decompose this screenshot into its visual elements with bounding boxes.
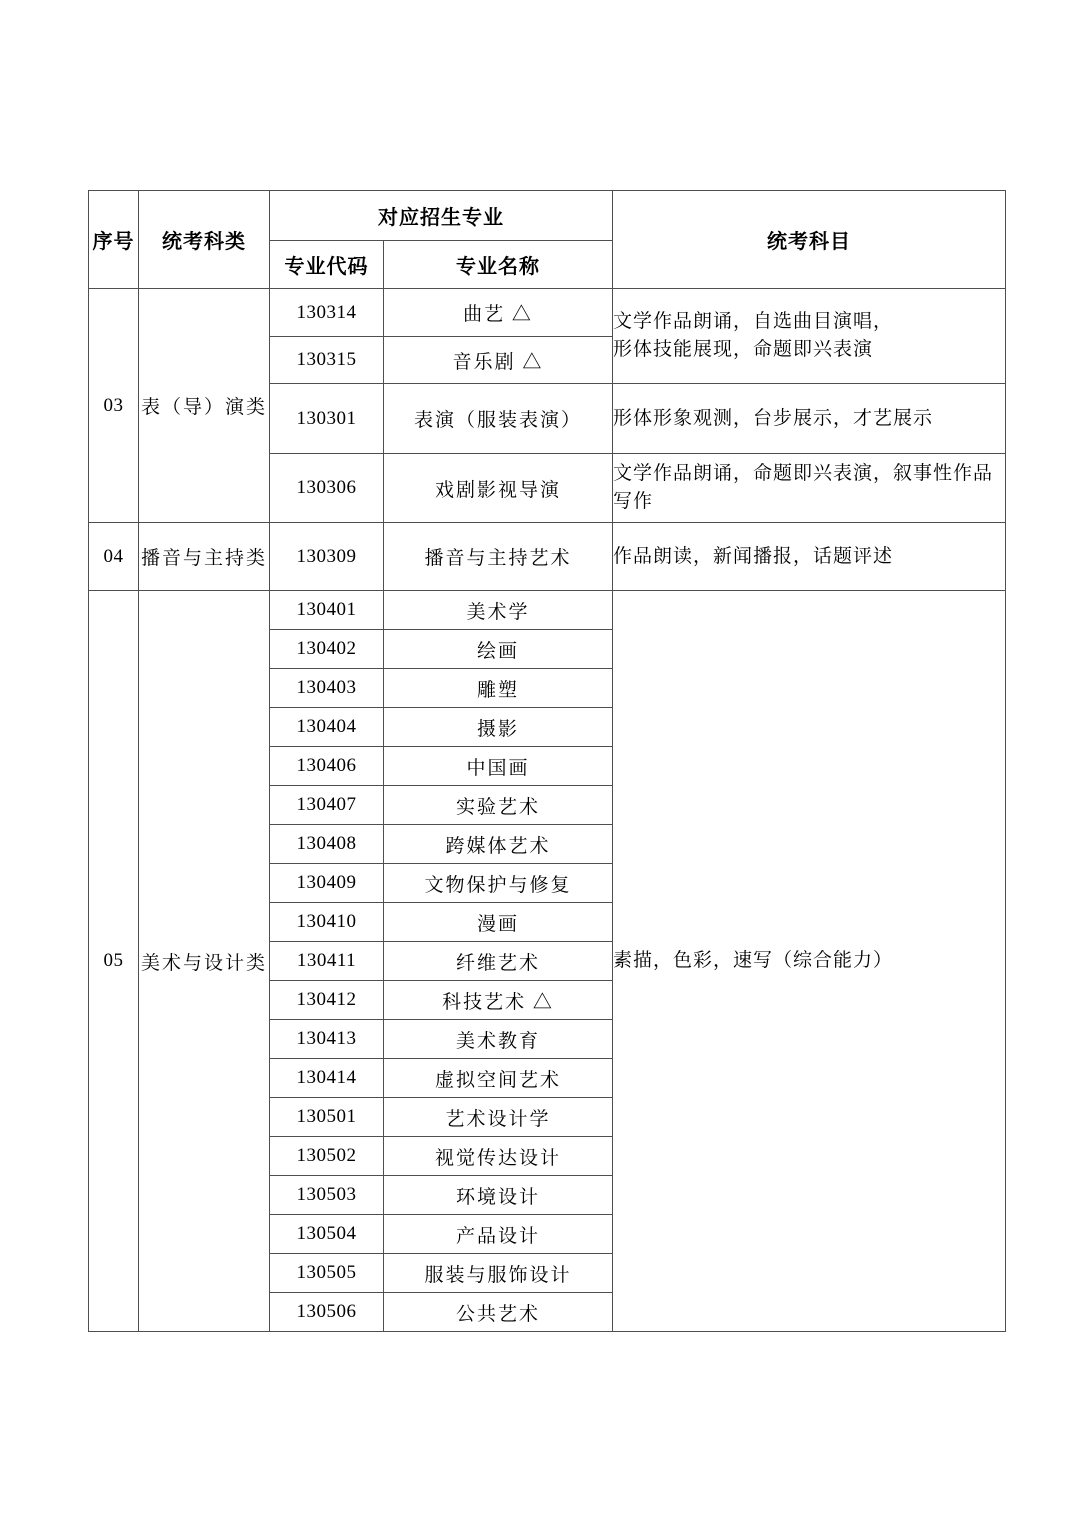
major-code: 130315 <box>270 337 384 384</box>
major-name: 漫画 <box>384 903 613 942</box>
major-name: 服装与服饰设计 <box>384 1254 613 1293</box>
major-code: 130306 <box>270 454 384 523</box>
subject-line: 素描，色彩，速写（综合能力） <box>613 950 894 971</box>
header-major-name: 专业名称 <box>384 241 613 289</box>
major-code: 130404 <box>270 708 384 747</box>
major-name: 虚拟空间艺术 <box>384 1059 613 1098</box>
major-name: 公共艺术 <box>384 1293 613 1332</box>
major-code: 130403 <box>270 669 384 708</box>
major-code: 130410 <box>270 903 384 942</box>
major-code: 130406 <box>270 747 384 786</box>
major-name: 播音与主持艺术 <box>384 523 613 591</box>
major-code: 130401 <box>270 591 384 630</box>
exam-category-table <box>88 190 1006 1332</box>
major-name: 文物保护与修复 <box>384 864 613 903</box>
major-name: 曲艺 △ <box>384 289 613 337</box>
major-code: 130501 <box>270 1098 384 1137</box>
section-05-number: 05 <box>89 591 139 1332</box>
major-name: 跨媒体艺术 <box>384 825 613 864</box>
major-code: 130402 <box>270 630 384 669</box>
major-code: 130505 <box>270 1254 384 1293</box>
major-name: 环境设计 <box>384 1176 613 1215</box>
major-code: 130506 <box>270 1293 384 1332</box>
major-name: 纤维艺术 <box>384 942 613 981</box>
major-code: 130412 <box>270 981 384 1020</box>
major-name: 视觉传达设计 <box>384 1137 613 1176</box>
subject-line: 作品朗读，新闻播报，话题评述 <box>613 545 894 567</box>
major-code: 130407 <box>270 786 384 825</box>
major-code: 130411 <box>270 942 384 981</box>
major-name: 绘画 <box>384 630 613 669</box>
subject-line: 形体形象观测，台步展示，才艺展示 <box>613 407 934 429</box>
major-name: 实验艺术 <box>384 786 613 825</box>
header-exam-category: 统考科类 <box>139 191 270 289</box>
table-row <box>89 289 1006 337</box>
major-name: 美术学 <box>384 591 613 630</box>
table-row <box>89 591 1006 630</box>
major-code: 130503 <box>270 1176 384 1215</box>
major-name: 雕塑 <box>384 669 613 708</box>
major-name: 表演（服装表演） <box>384 384 613 454</box>
subject-line: 写作 <box>613 491 654 512</box>
header-major-code: 专业代码 <box>270 241 384 289</box>
table-row <box>89 523 1006 591</box>
subject-line: 形体技能展现，命题即兴表演 <box>613 339 874 360</box>
major-name: 艺术设计学 <box>384 1098 613 1137</box>
major-name: 摄影 <box>384 708 613 747</box>
exam-subjects-cell <box>613 384 1006 454</box>
major-name: 科技艺术 △ <box>384 981 613 1020</box>
exam-subjects-cell <box>613 289 1006 384</box>
subject-line: 文学作品朗诵，自选曲目演唱， <box>613 311 894 332</box>
section-05-category: 美术与设计类 <box>139 591 270 1332</box>
major-code: 130301 <box>270 384 384 454</box>
major-code: 130414 <box>270 1059 384 1098</box>
major-code: 130309 <box>270 523 384 591</box>
exam-subjects-cell <box>613 523 1006 591</box>
major-code: 130408 <box>270 825 384 864</box>
subject-line: 文学作品朗诵，命题即兴表演，叙事性作品 <box>613 463 994 484</box>
exam-subjects-cell <box>613 454 1006 523</box>
major-name: 美术教育 <box>384 1020 613 1059</box>
major-name: 中国画 <box>384 747 613 786</box>
major-name: 戏剧影视导演 <box>384 454 613 523</box>
header-exam-subjects: 统考科目 <box>613 191 1006 289</box>
section-03-number: 03 <box>89 289 139 523</box>
exam-subjects-cell <box>613 591 1006 1332</box>
major-name: 产品设计 <box>384 1215 613 1254</box>
section-04-number: 04 <box>89 523 139 591</box>
header-corresponding-majors: 对应招生专业 <box>270 191 613 241</box>
major-code: 130502 <box>270 1137 384 1176</box>
section-04-category: 播音与主持类 <box>139 523 270 591</box>
major-code: 130504 <box>270 1215 384 1254</box>
major-code: 130409 <box>270 864 384 903</box>
header-serial-number: 序号 <box>89 191 139 289</box>
major-name: 音乐剧 △ <box>384 337 613 384</box>
major-code: 130314 <box>270 289 384 337</box>
major-code: 130413 <box>270 1020 384 1059</box>
section-03-category: 表（导）演类 <box>139 289 270 523</box>
